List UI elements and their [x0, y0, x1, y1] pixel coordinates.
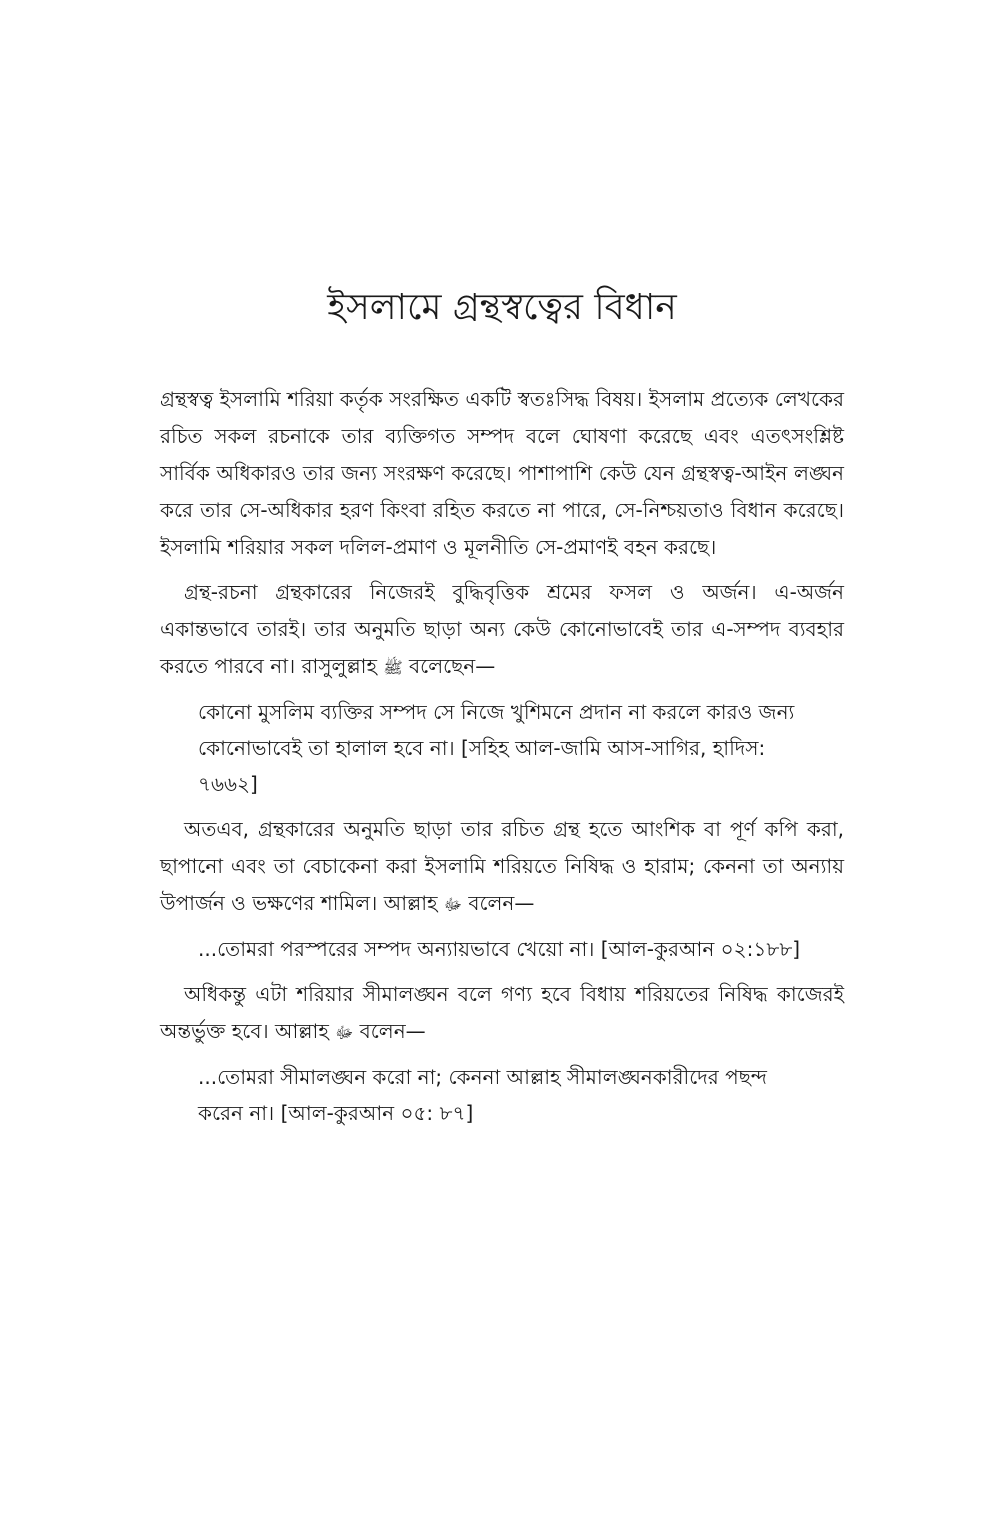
quran-quote-2: ...তোমরা সীমালঙ্ঘন করো না; কেননা আল্লাহ সীমালঙ্ঘনকারীদের পছন্দ করেন না। [আল-কুরআন ০৫: ৮৭] [198, 1065, 767, 1125]
paragraph-4 [160, 976, 844, 1051]
paragraph-2 [160, 574, 844, 686]
salutation-symbol: ﷺ [383, 658, 403, 677]
paragraph-4-text: অধিকন্তু এটা শরিয়ার সীমালঙ্ঘন বলে গণ্য হবে বিধায় শরিয়তের নিষিদ্ধ কাজেরই অন্তর্ভুক্ত হবে। আল্লাহ [160, 982, 844, 1043]
paragraph-3 [160, 811, 844, 923]
paragraph-2-ending: বলেছেন— [409, 654, 496, 678]
paragraph-4-ending: বলেন— [359, 1019, 426, 1043]
page-title: ইসলামে গ্রন্থস্বত্বের বিধান [327, 287, 677, 328]
glorification-symbol: ﷻ [335, 1023, 354, 1042]
quran-quote-1: ...তোমরা পরস্পরের সম্পদ অন্যায়ভাবে খেয়ো না। [আল-কুরআন ০২:১৮৮] [198, 937, 801, 961]
paragraph-1: গ্রন্থস্বত্ব ইসলামি শরিয়া কর্তৃক সংরক্ষিত একটি স্বতঃসিদ্ধ বিষয়। ইসলাম প্রত্যেক লেখকের রচিত সকল রচনাকে তার ব্যক্তিগত সম্পদ বলে ঘোষণা করেছে এবং এতৎসংশ্লিষ্ট সার্বিক অধিকারও তার জন্য সংরক্ষণ করেছে। পাশাপাশি কেউ যেন গ্রন্থস্বত্ব-আইন লঙ্ঘন করে তার সে-অধিকার হরণ কিংবা রহিত করতে না পারে, সে-নিশ্চয়তাও বিধান করেছে। ইসলামি শরিয়ার সকল দলিল-প্রমাণ ও মূলনীতি সে-প্রমাণই বহন করছে। [160, 387, 844, 559]
hadith-quote: কোনো মুসলিম ব্যক্তির সম্পদ সে নিজে খুশিমনে প্রদান না করলে কারও জন্য কোনোভাবেই তা হালাল হবে না। [সহিহ আল-জামি আস-সাগির, হাদিস: ৭৬৬২] [198, 700, 795, 796]
page-body [160, 381, 844, 1140]
paragraph-3-text: অতএব, গ্রন্থকারের অনুমতি ছাড়া তার রচিত গ্রন্থ হতে আংশিক বা পূর্ণ কপি করা, ছাপানো এবং তা বেচাকেনা করা ইসলামি শরিয়তে নিষিদ্ধ ও হারাম; কেননা তা অন্যায় উপার্জন ও ভক্ষণের শামিল। আল্লাহ [160, 817, 844, 915]
paragraph-3-ending: বলেন— [468, 891, 535, 915]
paragraph-2-text: গ্রন্থ-রচনা গ্রন্থকারের নিজেরই বুদ্ধিবৃত্তিক শ্রমের ফসল ও অর্জন। এ-অর্জন একান্তভাবে তারই। তার অনুমতি ছাড়া অন্য কেউ কোনোভাবেই তার এ-সম্পদ ব্যবহার করতে পারবে না। রাসুলুল্লাহ [160, 580, 844, 678]
glorification-symbol: ﷻ [443, 895, 462, 914]
